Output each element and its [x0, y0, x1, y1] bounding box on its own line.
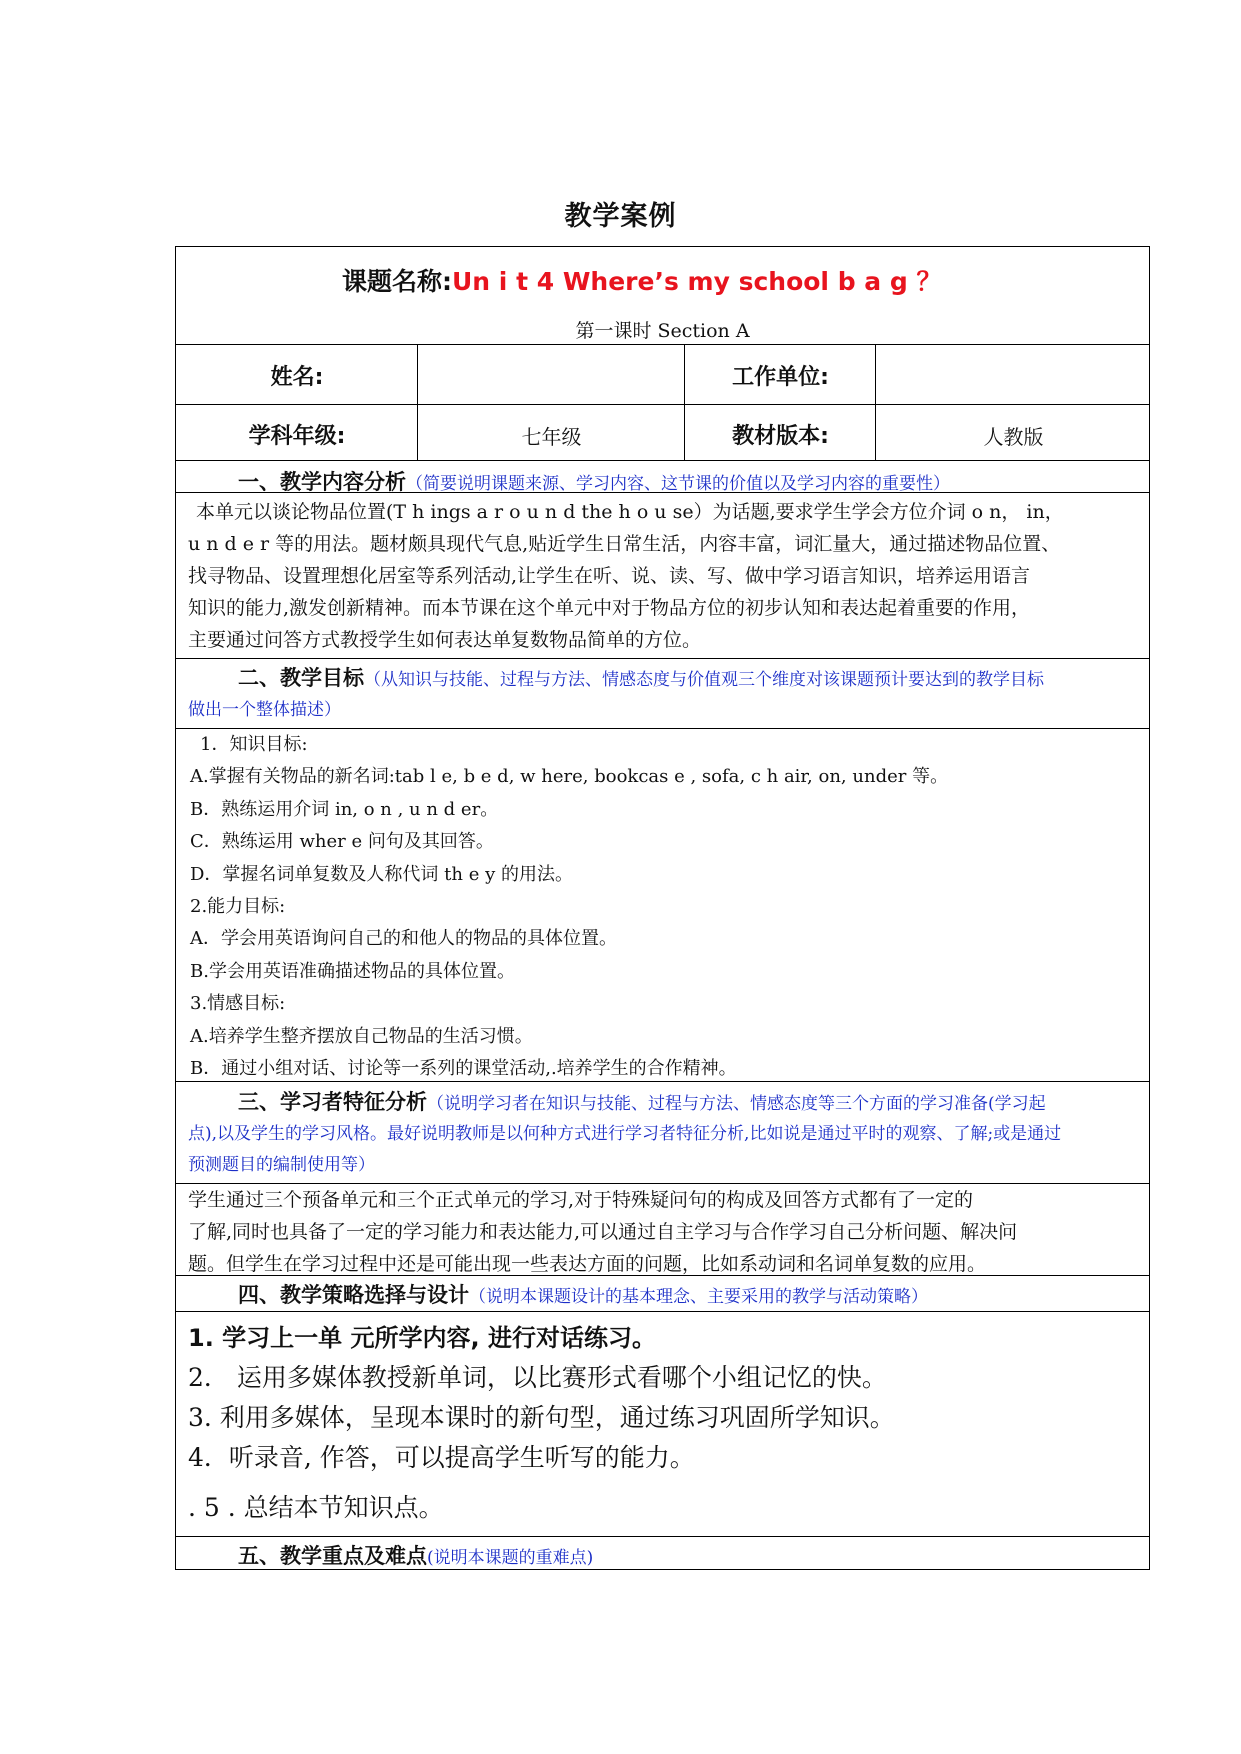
section-2-note: （从知识与技能、过程与方法、情感态度与价值观三个维度对该课题预计要达到的教学目标	[364, 670, 1044, 690]
text-line: 主要通过问答方式教授学生如何表达单复数物品简单的方位。	[188, 629, 702, 651]
document-title: 教学案例	[564, 201, 677, 232]
text-line: A．学会用英语询问自己的和他人的物品的具体位置。	[190, 928, 617, 950]
section-1-heading	[238, 466, 950, 496]
edition-value: 人教版	[983, 425, 1044, 449]
section-5-heading	[238, 1540, 593, 1570]
table-rule	[684, 344, 685, 460]
text-line: D．掌握名词单复数及人称代词 th e y 的用法。	[190, 863, 573, 885]
section-1-note: （简要说明课题来源、学习内容、这节课的价值以及学习内容的重要性）	[406, 474, 950, 494]
section-3-note-end: 预测题目的编制使用等）	[188, 1155, 375, 1175]
text-line: A.掌握有关物品的新名词:tab l e, b e d, w here, bookcas e , sofa, c h air, on, under 等。	[190, 766, 949, 788]
text-line: 3.情感目标:	[190, 993, 286, 1015]
table-rule	[175, 1536, 1150, 1537]
strategy-item: 2． 运用多媒体教授新单词，以比赛形式看哪个小组记忆的快。	[188, 1363, 887, 1392]
section-4-heading	[238, 1279, 928, 1309]
table-rule	[175, 1311, 1150, 1312]
text-line: B．熟练运用介词 in, o n , u n d er。	[190, 798, 499, 820]
work-unit-label: 工作单位:	[732, 365, 829, 390]
text-line: 2.能力目标:	[190, 896, 286, 918]
section-2-note-cont: 做出一个整体描述）	[188, 700, 341, 720]
text-line: C．熟练运用 wher e 问句及其回答。	[190, 831, 494, 853]
table-rule	[175, 658, 1150, 659]
text-line: u n d e r 等的用法。题材颇具现代气息,贴近学生日常生活，内容丰富，词汇量大，通过描述物品位置、	[188, 533, 1061, 555]
section-2-heading	[238, 662, 1044, 692]
name-label: 姓名:	[270, 365, 324, 390]
section-2-body	[190, 729, 1140, 1085]
section-3-body	[188, 1184, 1138, 1280]
edition-label: 教材版本:	[732, 424, 829, 449]
section-4-note: （说明本课题设计的基本理念、主要采用的教学与活动策略）	[469, 1287, 928, 1307]
section-3-title: 三、学习者特征分析	[238, 1090, 427, 1114]
topic-row	[342, 262, 941, 298]
strategy-item: 3. 利用多媒体，呈现本课时的新句型，通过练习巩固所学知识。	[188, 1403, 895, 1432]
text-line: 了解,同时也具备了一定的学习能力和表达能力,可以通过自主学习与合作学习自己分析问题、解决问	[188, 1221, 1018, 1243]
section-1-title: 一、教学内容分析	[238, 470, 406, 494]
table-rule	[175, 344, 1150, 345]
section-1-body	[188, 496, 1138, 656]
text-line: 1．知识目标:	[200, 734, 308, 755]
section-3-note: （说明学习者在知识与技能、过程与方法、情感态度等三个方面的学习准备(学习起	[427, 1094, 1046, 1114]
subject-grade-value: 七年级	[521, 425, 582, 449]
text-line: 知识的能力,激发创新精神。而本节课在这个单元中对于物品方位的初步认知和表达起着重要的作用，	[188, 597, 1031, 619]
section-5-note: (说明本课题的重难点)	[427, 1548, 594, 1568]
text-line: 找寻物品、设置理想化居室等系列活动,让学生在听、说、读、写、做中学习语言知识，培养运用语言	[188, 565, 1031, 587]
table-rule	[875, 344, 876, 460]
topic-value: Un i t 4 Where’s my school b a g ？	[452, 267, 942, 296]
strategy-item: 4．听录音, 作答，可以提高学生听写的能力。	[188, 1443, 695, 1472]
text-line: 题。但学生在学习过程中还是可能出现一些表达方面的问题，比如系动词和名词单复数的应用。	[188, 1253, 987, 1275]
section-3-note-cont: 点),以及学生的学习风格。最好说明教师是以何种方式进行学习者特征分析,比如说是通过平时的观察、了解;或是通过	[188, 1124, 1062, 1144]
topic-label: 课题名称:	[342, 267, 452, 296]
section-5-title: 五、教学重点及难点	[238, 1544, 427, 1568]
section-4-title: 四、教学策略选择与设计	[238, 1283, 469, 1307]
table-rule	[175, 404, 1150, 405]
text-line: 学生通过三个预备单元和三个正式单元的学习,对于特殊疑问句的构成及回答方式都有了一定的	[188, 1189, 974, 1211]
strategy-item: . 5 . 总结本节知识点。	[188, 1493, 444, 1522]
subject-grade-label: 学科年级:	[248, 424, 346, 449]
strategy-item: 1. 学习上一单 元所学内容, 进行对话练习。	[188, 1324, 656, 1352]
text-line: B.学会用英语准确描述物品的具体位置。	[190, 960, 515, 982]
table-rule	[417, 344, 418, 460]
section-2-title: 二、教学目标	[238, 666, 364, 690]
text-line: A.培养学生整齐摆放自己物品的生活习惯。	[190, 1025, 533, 1047]
table-rule	[175, 460, 1150, 461]
lesson-label: 第一课时 Section A	[575, 320, 750, 342]
section-3-heading	[238, 1086, 1046, 1116]
text-line: B．通过小组对话、讨论等一系列的课堂活动,.培养学生的合作精神。	[190, 1058, 737, 1080]
text-line: 本单元以谈论物品位置(T h ings a r o u n d the h o u se）为话题,要求学生学会方位介词 o n， in，	[196, 501, 1064, 523]
